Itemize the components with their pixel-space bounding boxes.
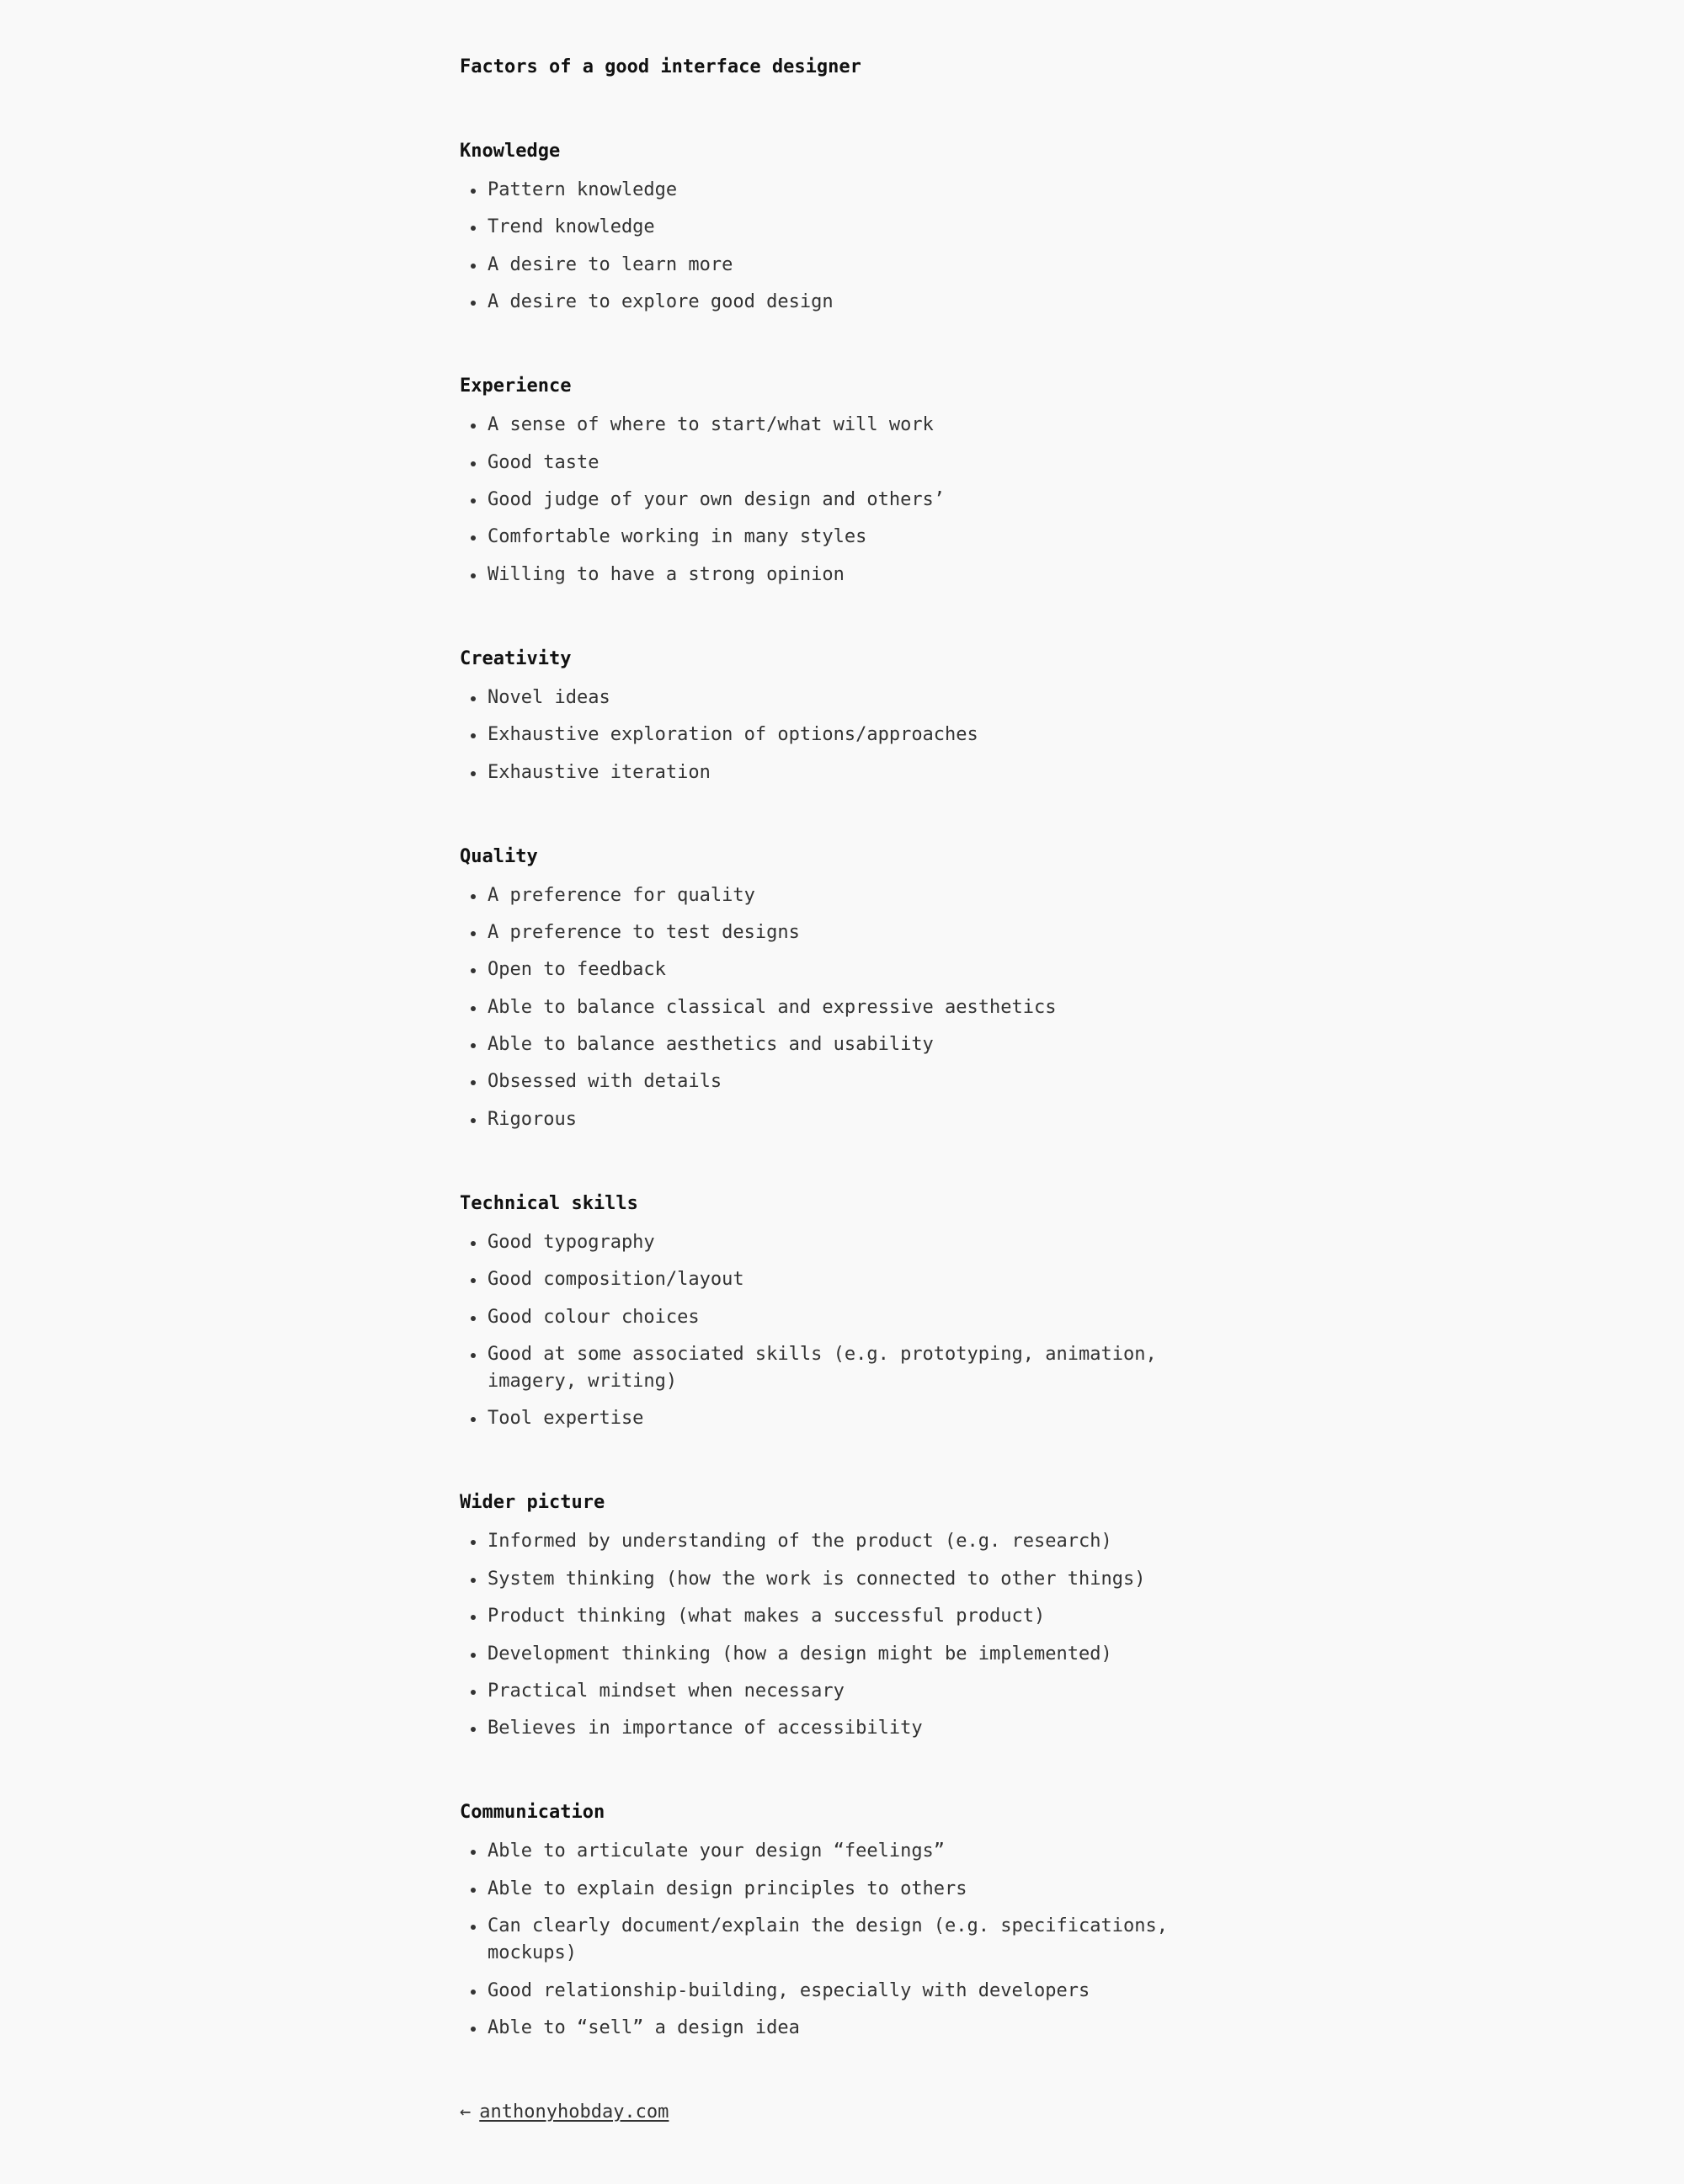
list-item: [460, 2015, 1218, 2042]
bullet-list: [460, 882, 1218, 1133]
bullet-icon: [471, 423, 476, 429]
list-item: [460, 450, 1218, 477]
list-item: [460, 1341, 1218, 1395]
bullet-icon: [471, 1118, 476, 1123]
list-item: [460, 1106, 1218, 1133]
list-item: [460, 1641, 1218, 1668]
bullet-icon: [471, 301, 476, 306]
bullet-icon: [471, 1615, 476, 1620]
list-item-text: Able to “sell” a design idea: [488, 2016, 800, 2038]
list-item-text: Open to feedback: [488, 959, 666, 981]
list-item-text: Exhaustive exploration of options/approaches: [488, 724, 978, 746]
bullet-list: [460, 684, 1218, 786]
bullet-icon: [471, 461, 476, 466]
bullet-icon: [471, 264, 476, 269]
section-wider-picture: [460, 1489, 1218, 1742]
section-heading: Quality: [460, 845, 538, 867]
list-item: [460, 524, 1218, 551]
list-item-text: System thinking (how the work is connected to other things): [488, 1568, 1146, 1590]
list-item: [460, 1913, 1218, 1967]
list-item: [460, 289, 1218, 316]
list-item-text: Able to articulate your design “feelings”: [488, 1840, 946, 1862]
list-item: [460, 1566, 1218, 1593]
list-item-text: Tool expertise: [488, 1408, 644, 1430]
bullet-icon: [471, 226, 476, 231]
bullet-icon: [471, 1540, 476, 1545]
list-item-text: Good taste: [488, 451, 600, 473]
list-item: [460, 412, 1218, 439]
list-item-text: Able to explain design principles to others: [488, 1878, 967, 1899]
bullet-icon: [471, 696, 476, 701]
list-item-text: A sense of where to start/what will work: [488, 414, 934, 436]
list-item: [460, 919, 1218, 946]
bullet-icon: [471, 1006, 476, 1011]
list-item-text: Pattern knowledge: [488, 179, 678, 200]
list-item: [460, 252, 1218, 279]
bullet-icon: [471, 1278, 476, 1283]
list-item-text: Able to balance classical and expressive aesthetics: [488, 996, 1057, 1018]
section-experience: [460, 373, 1218, 589]
list-item: [460, 684, 1218, 711]
bullet-list: [460, 412, 1218, 589]
list-item: [460, 1838, 1218, 1865]
bullet-icon: [471, 771, 476, 776]
bullet-icon: [471, 1241, 476, 1246]
list-item-text: Good composition/layout: [488, 1269, 744, 1291]
bullet-icon: [471, 968, 476, 973]
home-link[interactable]: anthonyhobday.com: [479, 2101, 669, 2123]
bullet-list: [460, 1838, 1218, 2042]
bullet-icon: [471, 535, 476, 541]
list-item-text: Willing to have a strong opinion: [488, 563, 845, 585]
list-item: [460, 487, 1218, 514]
list-item: [460, 1978, 1218, 2005]
list-item: [460, 1229, 1218, 1256]
list-item-text: Good typography: [488, 1231, 655, 1253]
back-arrow-icon: ←: [460, 2101, 472, 2123]
list-item-text: Obsessed with details: [488, 1071, 722, 1093]
list-item-text: A desire to learn more: [488, 253, 733, 275]
bullet-icon: [471, 733, 476, 738]
bullet-icon: [471, 1043, 476, 1048]
list-item-text: Informed by understanding of the product (e.g. research): [488, 1531, 1112, 1553]
list-item-text: Rigorous: [488, 1108, 577, 1130]
list-item: [460, 214, 1218, 241]
list-item-text: Development thinking (how a design might be implemented): [488, 1643, 1112, 1665]
list-item: [460, 1603, 1218, 1630]
section-heading: Wider picture: [460, 1492, 605, 1514]
list-item: [460, 177, 1218, 204]
list-item: [460, 759, 1218, 786]
section-knowledge: [460, 138, 1218, 316]
bullet-icon: [471, 931, 476, 936]
bullet-icon: [471, 1316, 476, 1321]
list-item: [460, 1876, 1218, 1903]
bullet-icon: [471, 189, 476, 194]
list-item-text: A desire to explore good design: [488, 291, 834, 313]
bullet-icon: [471, 894, 476, 899]
bullet-icon: [471, 1080, 476, 1085]
list-item-text: Practical mindset when necessary: [488, 1680, 845, 1702]
list-item-text: Believes in importance of accessibility: [488, 1718, 923, 1739]
section-communication: [460, 1799, 1218, 2042]
section-heading: Creativity: [460, 647, 572, 669]
list-item: [460, 882, 1218, 909]
bullet-icon: [471, 1417, 476, 1422]
list-item-text: Good colour choices: [488, 1306, 700, 1328]
list-item: [460, 1031, 1218, 1058]
list-item: [460, 722, 1218, 748]
section-heading: Technical skills: [460, 1192, 638, 1214]
list-item: [460, 956, 1218, 983]
bullet-icon: [471, 1690, 476, 1695]
bullet-icon: [471, 498, 476, 503]
list-item: [460, 1068, 1218, 1095]
sections-container: [460, 138, 1218, 2042]
footer: [460, 2099, 1218, 2126]
bullet-list: [460, 177, 1218, 316]
section-heading: Knowledge: [460, 141, 561, 162]
list-item: [460, 994, 1218, 1021]
list-item-text: Trend knowledge: [488, 216, 655, 238]
page-title: Factors of a good interface designer: [460, 56, 861, 77]
list-item: [460, 1304, 1218, 1331]
section-technical-skills: [460, 1191, 1218, 1433]
bullet-list: [460, 1229, 1218, 1433]
list-item: [460, 1405, 1218, 1432]
bullet-icon: [471, 573, 476, 578]
bullet-icon: [471, 1578, 476, 1583]
bullet-icon: [471, 1925, 476, 1930]
bullet-icon: [471, 1653, 476, 1658]
list-item-text: Good relationship-building, especially with developers: [488, 1979, 1090, 2001]
bullet-icon: [471, 1888, 476, 1893]
list-item-text: Can clearly document/explain the design (e.g. specifications, mockups): [488, 1915, 1168, 1964]
list-item-text: Exhaustive iteration: [488, 761, 711, 783]
section-heading: Experience: [460, 376, 572, 397]
list-item-text: Good at some associated skills (e.g. prototyping, animation, imagery, writing): [488, 1344, 1157, 1393]
section-creativity: [460, 646, 1218, 786]
list-item-text: Able to balance aesthetics and usability: [488, 1034, 934, 1056]
page-content: [460, 54, 1218, 2126]
bullet-icon: [471, 2027, 476, 2032]
list-item: [460, 1715, 1218, 1742]
bullet-icon: [471, 1727, 476, 1732]
section-quality: [460, 844, 1218, 1133]
list-item: [460, 1266, 1218, 1293]
list-item-text: Good judge of your own design and others’: [488, 488, 946, 510]
list-item-text: Product thinking (what makes a successful product): [488, 1606, 1046, 1627]
bullet-icon: [471, 1850, 476, 1855]
list-item: [460, 1528, 1218, 1555]
list-item-text: A preference for quality: [488, 884, 755, 906]
list-item-text: A preference to test designs: [488, 921, 800, 943]
list-item: [460, 1678, 1218, 1705]
section-heading: Communication: [460, 1802, 605, 1824]
list-item-text: Novel ideas: [488, 686, 610, 708]
bullet-icon: [471, 1353, 476, 1358]
bullet-list: [460, 1528, 1218, 1742]
bullet-icon: [471, 1990, 476, 1995]
list-item-text: Comfortable working in many styles: [488, 526, 867, 548]
list-item: [460, 562, 1218, 589]
